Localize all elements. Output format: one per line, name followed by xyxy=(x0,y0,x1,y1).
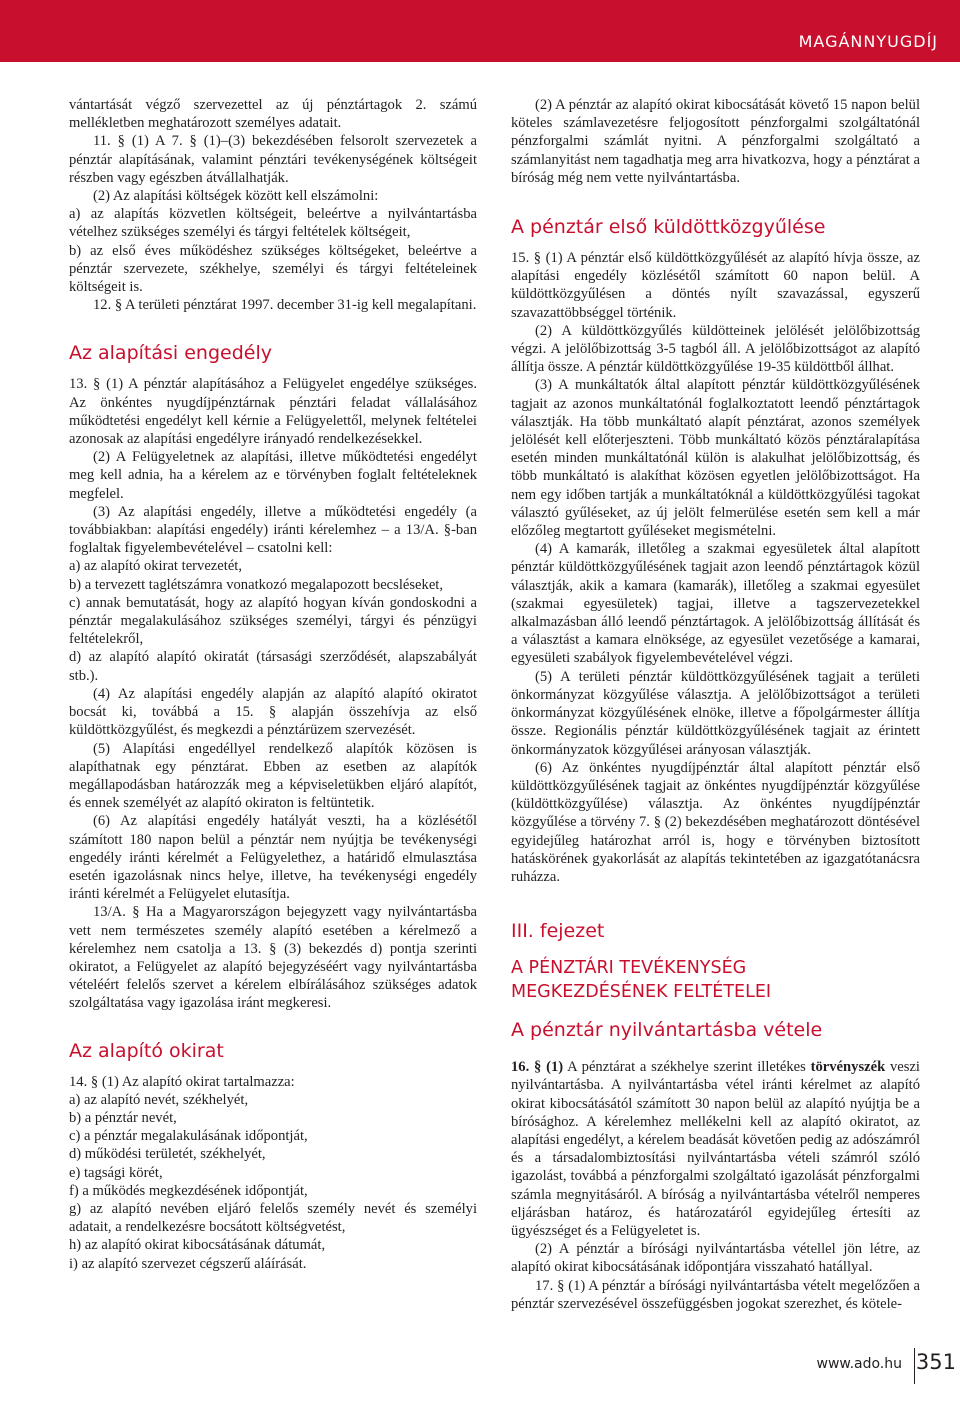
paragraph: b) az első éves működéshez szükséges költségeket, beleértve a pénztár szervezete, székhelye, személyi és tárgyi feltételeinek költségeit is. xyxy=(69,242,477,296)
list-item: d) az alapító alapító okiratát (társasági szerződését, alapszabályát stb.). xyxy=(69,649,477,684)
list-item: b) a pénztár nevét, xyxy=(69,1109,177,1126)
paragraph: (2) A pénztár az alapító okirat kibocsátását követő 15 napon belül köteles számlavezetésre feljogosított pénzforgalmi szolgáltatónál pénzforgalmi számlát nyitni. A pénzforgalmi szolgáltató a számlanyitást nem tagadhatja meg arra hivatkozva, hogy a pénztárat a bíróság még nem vette nyilvántartásba. xyxy=(511,97,920,186)
chapter-title xyxy=(511,956,920,1004)
paragraph: 11. § (1) A 7. § (1)–(3) bekezdésében felsorolt szervezetek a pénztár alapításának, valamint pénztári tevékenységének költségeit részben vagy egészben átvállalhatják. xyxy=(69,133,477,186)
footer-link[interactable]: www.ado.hu xyxy=(816,1356,902,1372)
paragraph: 13/A. § Ha a Magyarországon bejegyzett vagy nyilvántartásba vett nem természetes személy alapító esetében a kérelmező a kérelemhez nem csatolja a 13. § (3) bekezdés d) pontja szerinti okiratot, a Felügyelet az alapító bejegyzéséért vagy nyilvántartásba vételéért felelős szervet a kérelem elbírálásához szükséges adatok szolgáltatása vagy igazolása iránt megkeresi. xyxy=(69,904,477,1012)
paragraph: a) az alapítás közvetlen költségeit, beleértve a nyilvántartásba vételhez szükséges személyi és tárgyi feltételek költségeit, xyxy=(69,206,477,241)
footer-divider xyxy=(914,1348,915,1384)
paragraph: 13. § (1) A pénztár alapításához a Felügyelet engedélye szükséges. Az önkéntes nyugdíjpénztárnak pénztári feladat vállalásához működtetési engedélyt kell kérnie a Felügyelettől, melynek feltételei azonosak az alapítási engedélyre irányadó rendelkezésekkel. xyxy=(69,376,477,448)
right-column xyxy=(511,96,920,1313)
list-item: d) működési területét, székhelyét, xyxy=(69,1146,266,1163)
section-heading: Az alapítási engedély xyxy=(69,342,272,365)
paragraph: (6) Az önkéntes nyugdíjpénztár által alapított pénztár első küldöttközgyűlésének tagjait az önkéntes nyugdíjpénztár közgyűlése (küldöttközgyűlése) választja. Az önkéntes nyugdíjpénztár közgyűlése a törvény 7. § (2) bekezdésében meghatározott döntésével egyidejűleg határozhat arról is, hogy e törvényben biztosított hatáskörének gyakorlását az alapítás tekintetében az igazgatótanácsra ruházza. xyxy=(511,759,920,885)
paragraph: (2) A pénztár a bírósági nyilvántartásba vétellel jön létre, az alapító okirat kibocsátásának időpontjára visszaható hatállyal. xyxy=(511,1241,920,1276)
paragraph: (5) Alapítási engedéllyel rendelkező alapítók közösen is alapíthatnak egy pénztárat. Ebben az esetben az alapítók megállapodásban határozzák meg a képviseletükben eljáró alapítót, és ennek személyét az alapító okiraton is feltüntetik. xyxy=(69,740,477,812)
paragraph: (6) Az alapítási engedély hatályát veszti, ha a közlésétől számított 180 napon belül a pénztár nem nyújtja be tevékenységi engedély iránti kérelmét a Felügyelethez, a határidő elmulasztása esetén igazolásnak nincs helye, illetve, ha tevékenységi engedély iránti kérelmét a Felügyelet elutasítja. xyxy=(69,813,477,903)
paragraph: (4) A kamarák, illetőleg a szakmai egyesületek által alapított pénztár küldöttközgyűlésének tagjait azon leendő pénztártagok közül választják, akik a kamara (kamarák), illetőleg a szakmai egyesület (szakmai egyesületek) tagjai, illetve a tagszervezetekkel alkalmazásban álló leendő pénztártagok. A jelölőbizottság állítását és a választást a kamara elnöksége, az egyesület vezetősége a kamarai, egyesületi szabályok figyelembevételével végzi. xyxy=(511,541,920,667)
header-bar xyxy=(0,0,960,62)
section-heading: Az alapító okirat xyxy=(69,1039,224,1062)
section-number: 16. § (1) xyxy=(511,1059,564,1076)
paragraph: 12. § A területi pénztárat 1997. december 31-ig kell megalapítani. xyxy=(93,297,477,314)
paragraph: 15. § (1) A pénztár első küldöttközgyűlését az alapító hívja össze, az alapítási engedély közlésétől számított 60 napon belül. A küldöttközgyűlésen a döntés nyílt szavazással, egyszerű szavazattöbbséggel történik. xyxy=(511,250,920,321)
section-heading: A pénztár nyilvántartásba vétele xyxy=(511,1019,823,1042)
paragraph: (5) A területi pénztár küldöttközgyűlésének tagjait a területi önkormányzat közgyűlése választja. A jelölőbizottságot a területi önkormányzat közgyűlésének elnöke, illetve a főpolgármester állítja össze. Regionális pénztár küldöttközgyűlésének tagjait az érintett önkormányzatok közgyűlései arányosan választják. xyxy=(511,668,920,758)
list-item: c) a pénztár megalakulásának időpontját, xyxy=(69,1128,308,1145)
section-heading: A pénztár első küldöttközgyűlése xyxy=(511,216,826,239)
paragraph: vántartását végző szervezettel az új pénztártagok 2. számú mellékletben meghatározott személyes adatait. xyxy=(69,97,477,132)
list-item: f) a működés megkezdésének időpontját, xyxy=(69,1182,308,1199)
list-item: i) az alapító szervezet cégszerű aláírását. xyxy=(69,1255,307,1272)
list-item: a) az alapító okirat tervezetét, xyxy=(69,558,242,575)
paragraph-text: A pénztárat a székhelye szerint illetékes xyxy=(563,1059,811,1076)
chapter-title-line-1: A PÉNZTÁRI TEVÉKENYSÉG xyxy=(511,958,747,979)
paragraph-text: veszi nyilvántartásba. A nyilvántartásba vétel iránti kérelmet az alapító okirat kibocsátásától számított 30 napon belül az alapító nyújtja be a bírósághoz. A kérelemhez mellékelni kell az alapító okiratot, az alapítási engedélyt, a kérelem beadását követően pedig az adószámról és a társadalombiztosítási nyilvántartásba vételi számról szóló igazolást, továbbá a pénzforgalmi szolgáltató igazolását pénzforgalmi számla megnyitásáról. A bíróság a nyilvántartásba vételről nemperes eljárásban határoz, és határozatáról egyidejűleg értesíti az ügyészséget és a Felügyeletet is. xyxy=(511,1059,920,1239)
list-item: a) az alapító nevét, székhelyét, xyxy=(69,1091,249,1108)
list-item: g) az alapító nevében eljáró felelős személy nevét és személyi adatait, a rendelkezésre bocsátott költségvetést, xyxy=(69,1200,477,1236)
list-item: h) az alapító okirat kibocsátásának dátumát, xyxy=(69,1237,326,1254)
list-item: e) tagsági körét, xyxy=(69,1164,163,1181)
page-number: 351 xyxy=(915,1350,956,1374)
paragraph: (2) A küldöttközgyűlés küldötteinek jelölését jelölőbizottság végzi. A jelölőbizottság 3-5 tagból áll. A jelölőbizottságot az alapító állítja össze. A pénztár küldöttközgyűlése 19-35 küldöttből állhat. xyxy=(511,322,920,376)
paragraph: (3) Az alapítási engedély, illetve a működtetési engedély (a továbbiakban: alapítási engedély) iránti kérelemhez – a 13/A. §-ban foglaltak figyelembevételével – csatolni kell: xyxy=(69,503,477,557)
left-column xyxy=(69,96,477,1273)
paragraph: 14. § (1) Az alapító okirat tartalmazza: xyxy=(69,1073,295,1090)
paragraph xyxy=(511,1058,920,1240)
list-item: c) annak bemutatását, hogy az alapító hogyan kíván gondoskodni a pénztár megalakulásához szükséges személyi, tárgyi és pénzügyi feltételekről, xyxy=(69,594,477,648)
chapter-title-line-2: MEGKEZDÉSÉNEK FELTÉTELEI xyxy=(511,982,772,1003)
list-item: b) a tervezett taglétszámra vonatkozó megalapozott becsléseket, xyxy=(69,576,443,593)
chapter-heading: III. fejezet xyxy=(511,920,605,943)
paragraph: 17. § (1) A pénztár a bírósági nyilvántartásba vételt megelőzően a pénztár szervezésével összefüggésben jogokat szerezhet, és kötele- xyxy=(511,1277,920,1312)
paragraph: (2) A Felügyeletnek az alapítási, illetve működtetési engedélyt meg kell adnia, ha a kérelem az e törvényben foglalt feltételeknek megfelel. xyxy=(69,449,477,502)
emphasized-term: törvényszék xyxy=(810,1059,886,1076)
section-label: MAGÁNNYUGDÍJ xyxy=(798,32,938,51)
paragraph: (3) A munkáltatók által alapított pénztár küldöttközgyűlésének tagjait az azonos munkáltatónál foglalkoztatott leendő pénztártagok választják. Ha több munkáltató alapít pénztárat, azonos személyek jelölését kell előterjeszteni. Több munkáltató közös pénztáralapítása esetén minden munkáltatónál külön is alakulhat jelölőbizottság, és több munkáltató is alakíthat közösen egyetlen jelölőbizottságot. Ha nem egy időben tartják a munkáltatóknál a küldöttközgyűlési tagokat választó gyűléseket, az új jelölt felmerülése esetén sem kell a már előzőleg megtartott gyűléseket megismételni. xyxy=(511,377,920,540)
paragraph: (4) Az alapítási engedély alapján az alapító alapító okiratot bocsát ki, továbbá a 15. § alapján összehívja az első küldöttközgyűlést, és megkezdi a pénztárüzem szervezését. xyxy=(69,685,477,739)
paragraph: (2) Az alapítási költségek között kell elszámolni: xyxy=(93,188,379,205)
